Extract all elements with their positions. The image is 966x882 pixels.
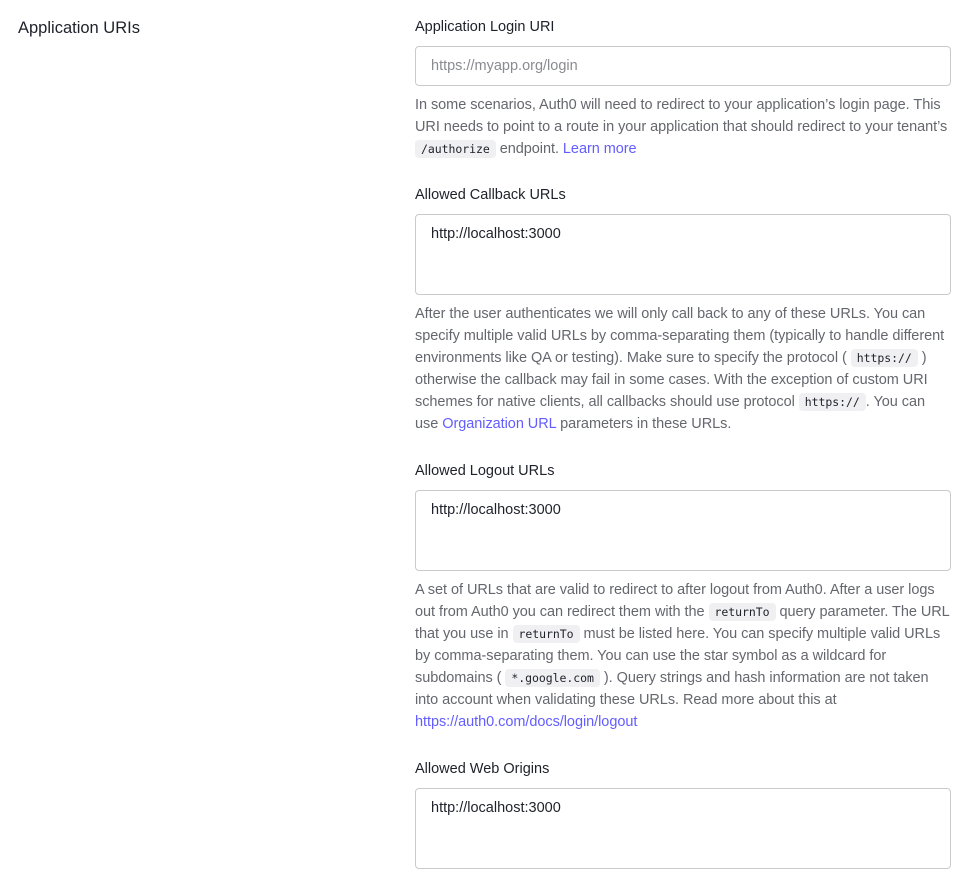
- help-text: ). Query strings and hash information are not taken into account when validating these URLs. Read more about this at: [415, 670, 929, 708]
- help-text: A set of URLs that are valid to redirect to after logout from Auth0. After a user logs out from Auth0 you can redirect them with the: [415, 582, 935, 620]
- help-text: must be listed here. You can specify multiple valid URLs by comma-separating them. You can use the star symbol as a wildcard for subdomains (: [415, 626, 941, 686]
- logout-urls-label: Allowed Logout URLs: [415, 463, 555, 479]
- help-text: endpoint.: [495, 141, 563, 157]
- help-text: . You can use: [415, 394, 925, 432]
- help-text: ) otherwise the callback may fail in some cases. With the exception of custom URI schemes for native clients, all callbacks should use protocol: [415, 350, 928, 410]
- login-uri-field: [415, 18, 951, 160]
- login-uri-help: [415, 94, 951, 160]
- login-uri-label: Application Login URI: [415, 19, 555, 35]
- logout-urls-help: [415, 579, 951, 733]
- code-returnto: returnTo: [513, 625, 580, 643]
- code-wildcard: *.google.com: [505, 669, 599, 687]
- callback-urls-help: [415, 303, 951, 435]
- help-text: In some scenarios, Auth0 will need to redirect to your application’s login page. This URI needs to point to a route in your application that should redirect to your tenant’s: [415, 97, 948, 135]
- callback-urls-label: Allowed Callback URLs: [415, 187, 566, 203]
- callback-urls-field: [415, 186, 951, 435]
- code-returnto: returnTo: [709, 603, 776, 621]
- logout-docs-link[interactable]: https://auth0.com/docs/login/logout: [415, 714, 638, 730]
- help-text: parameters in these URLs.: [556, 416, 732, 432]
- web-origins-label: Allowed Web Origins: [415, 761, 550, 777]
- login-uri-input[interactable]: [415, 46, 951, 86]
- code-authorize: /authorize: [415, 140, 496, 158]
- logout-urls-textarea[interactable]: [415, 490, 951, 571]
- code-https: https://: [799, 393, 866, 411]
- web-origins-textarea[interactable]: [415, 788, 951, 869]
- help-text: After the user authenticates we will only call back to any of these URLs. You can specify multiple valid URLs by comma-separating them (typically to handle different environments like QA or testing). Make sure to specify the protocol (: [415, 306, 945, 366]
- logout-urls-field: [415, 462, 951, 733]
- callback-urls-textarea[interactable]: [415, 214, 951, 295]
- web-origins-field: [415, 760, 951, 869]
- help-text: query parameter. The URL that you use in: [415, 604, 950, 642]
- organization-url-link[interactable]: Organization URL: [442, 416, 557, 432]
- learn-more-link[interactable]: Learn more: [562, 141, 637, 157]
- section-title: Application URIs: [18, 19, 140, 37]
- code-https: https://: [851, 349, 918, 367]
